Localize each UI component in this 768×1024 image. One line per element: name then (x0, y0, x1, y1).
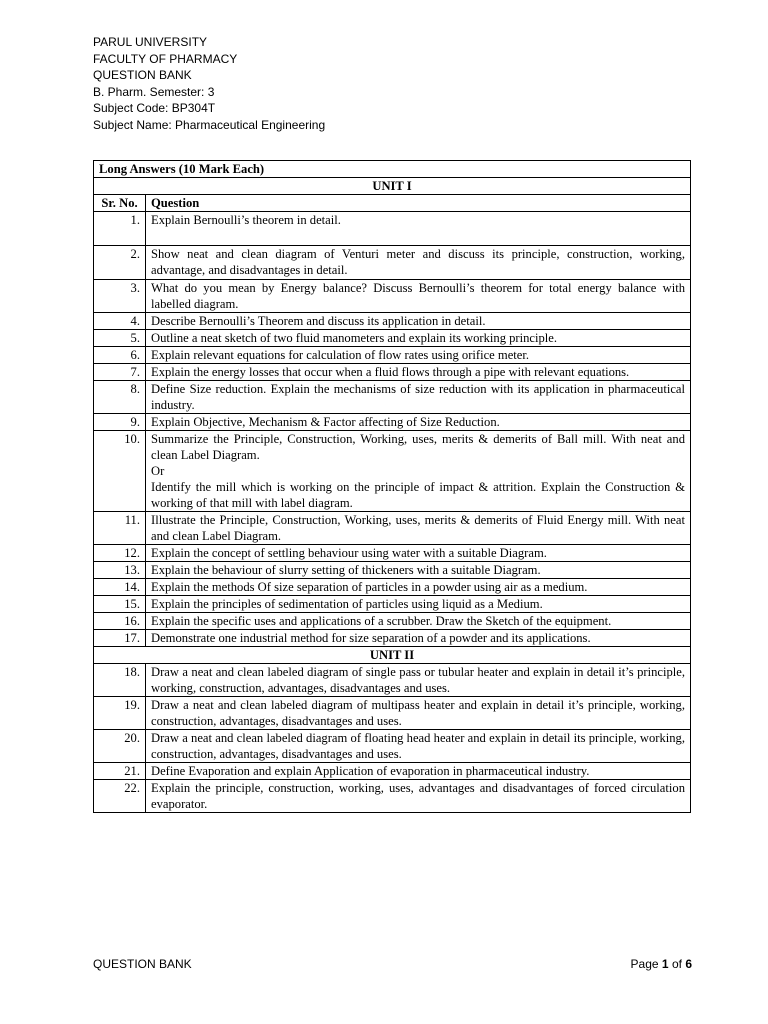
question-text-cell: Explain relevant equations for calculation of flow rates using orifice meter. (146, 347, 691, 364)
question-number: 5. (94, 330, 146, 347)
question-row (94, 630, 691, 647)
question-row (94, 313, 691, 330)
page-of: of (671, 957, 682, 971)
page-current: 1 (661, 957, 669, 971)
question-text-cell: Explain Objective, Mechanism & Factor affecting of Size Reduction. (146, 414, 691, 431)
question-number: 22. (94, 780, 146, 813)
question-row (94, 280, 691, 313)
subject-name: Subject Name: Pharmaceutical Engineering (93, 117, 326, 132)
question-number: 8. (94, 381, 146, 414)
question-row (94, 780, 691, 813)
unit-row (94, 178, 691, 195)
question-number: 11. (94, 512, 146, 545)
question-number: 12. (94, 545, 146, 562)
question-row (94, 246, 691, 280)
table-title: Long Answers (10 Mark Each) (94, 161, 691, 178)
question-row (94, 545, 691, 562)
question-text-cell: Draw a neat and clean labeled diagram of floating head heater and explain in detail its principle, working, construction, advantages, disadvantages and uses. (146, 730, 691, 763)
question-row (94, 579, 691, 596)
question-table (93, 160, 691, 813)
question-row (94, 212, 691, 246)
question-text-cell: Explain the concept of settling behaviour using water with a suitable Diagram. (146, 545, 691, 562)
question-text-cell: Explain the methods Of size separation of particles in a powder using air as a medium. (146, 579, 691, 596)
question-row (94, 763, 691, 780)
question-number: 14. (94, 579, 146, 596)
question-text-cell: Draw a neat and clean labeled diagram of single pass or tubular heater and explain in detail it’s principle, working, construction, advantages, disadvantages and uses. (146, 664, 691, 697)
question-text-cell: Explain the behaviour of slurry setting of thickeners with a suitable Diagram. (146, 562, 691, 579)
unit-heading: UNIT II (94, 647, 691, 664)
document-type: QUESTION BANK (93, 68, 192, 82)
question-row (94, 697, 691, 730)
question-row (94, 347, 691, 364)
question-text-cell: Draw a neat and clean labeled diagram of multipass heater and explain in detail it’s principle, working, construction, advantages, disadvantages and uses. (146, 697, 691, 730)
question-row (94, 562, 691, 579)
table-title-row (94, 161, 691, 178)
unit-row (94, 647, 691, 664)
page-word: Page (630, 957, 659, 971)
question-row (94, 512, 691, 545)
question-text-cell: Explain the principles of sedimentation of particles using liquid as a Medium. (146, 596, 691, 613)
question-number: 17. (94, 630, 146, 647)
question-text-cell: Demonstrate one industrial method for size separation of a powder and its applications. (146, 630, 691, 647)
semester: B. Pharm. Semester: 3 (93, 84, 215, 99)
question-text-cell: Explain Bernoulli’s theorem in detail. (146, 212, 691, 246)
footer-label: QUESTION BANK (93, 957, 192, 971)
question-number: 4. (94, 313, 146, 330)
question-text-cell (146, 431, 691, 512)
question-number: 9. (94, 414, 146, 431)
question-text-cell: Define Size reduction. Explain the mechanisms of size reduction with its application in pharmaceutical industry. (146, 381, 691, 414)
faculty-name: FACULTY OF PHARMACY (93, 51, 238, 66)
question-number: 21. (94, 763, 146, 780)
question-row (94, 431, 691, 512)
question-text-cell: Outline a neat sketch of two fluid manometers and explain its working principle. (146, 330, 691, 347)
question-text-cell: Explain the energy losses that occur when a fluid flows through a pipe with relevant equations. (146, 364, 691, 381)
question-row (94, 364, 691, 381)
question-table-body (94, 161, 691, 813)
question-number: 15. (94, 596, 146, 613)
question-alternative-text: Identify the mill which is working on the principle of impact & attrition. Explain the Construction & working of that mill with label diagram. (151, 480, 685, 510)
subject-code: Subject Code: BP304T (93, 101, 216, 115)
question-number: 18. (94, 664, 146, 697)
question-text-cell: Illustrate the Principle, Construction, Working, uses, merits & demerits of Fluid Energy mill. With neat and clean Label Diagram. (146, 512, 691, 545)
document-header (93, 34, 325, 133)
question-number: 2. (94, 246, 146, 280)
column-header-question: Question (146, 195, 691, 212)
question-row (94, 613, 691, 630)
question-number: 16. (94, 613, 146, 630)
question-or: Or (151, 464, 165, 478)
question-number: 7. (94, 364, 146, 381)
university-name: PARUL UNIVERSITY (93, 35, 208, 49)
question-number: 3. (94, 280, 146, 313)
page-number (631, 957, 692, 971)
question-text-cell: Explain the specific uses and applications of a scrubber. Draw the Sketch of the equipment. (146, 613, 691, 630)
question-row (94, 596, 691, 613)
question-number: 1. (94, 212, 146, 246)
question-number: 6. (94, 347, 146, 364)
question-text-cell: Describe Bernoulli’s Theorem and discuss its application in detail. (146, 313, 691, 330)
column-header-row (94, 195, 691, 212)
question-text: Summarize the Principle, Construction, Working, uses, merits & demerits of Ball mill. With neat and clean Label Diagram. (151, 432, 685, 462)
column-header-sr-no: Sr. No. (94, 195, 146, 212)
unit-heading: UNIT I (94, 178, 691, 195)
question-row (94, 414, 691, 431)
question-row (94, 381, 691, 414)
question-row (94, 330, 691, 347)
question-number: 19. (94, 697, 146, 730)
question-text-cell: Define Evaporation and explain Application of evaporation in pharmaceutical industry. (146, 763, 691, 780)
question-number: 20. (94, 730, 146, 763)
question-text-cell: Show neat and clean diagram of Venturi meter and discuss its principle, construction, working, advantage, and disadvantages in detail. (146, 246, 691, 280)
page-total: 6 (685, 957, 692, 971)
question-row (94, 664, 691, 697)
question-row (94, 730, 691, 763)
question-number: 10. (94, 431, 146, 512)
question-text-cell: What do you mean by Energy balance? Discuss Bernoulli’s theorem for total energy balance with labelled diagram. (146, 280, 691, 313)
question-text-cell: Explain the principle, construction, working, uses, advantages and disadvantages of forced circulation evaporator. (146, 780, 691, 813)
question-number: 13. (94, 562, 146, 579)
